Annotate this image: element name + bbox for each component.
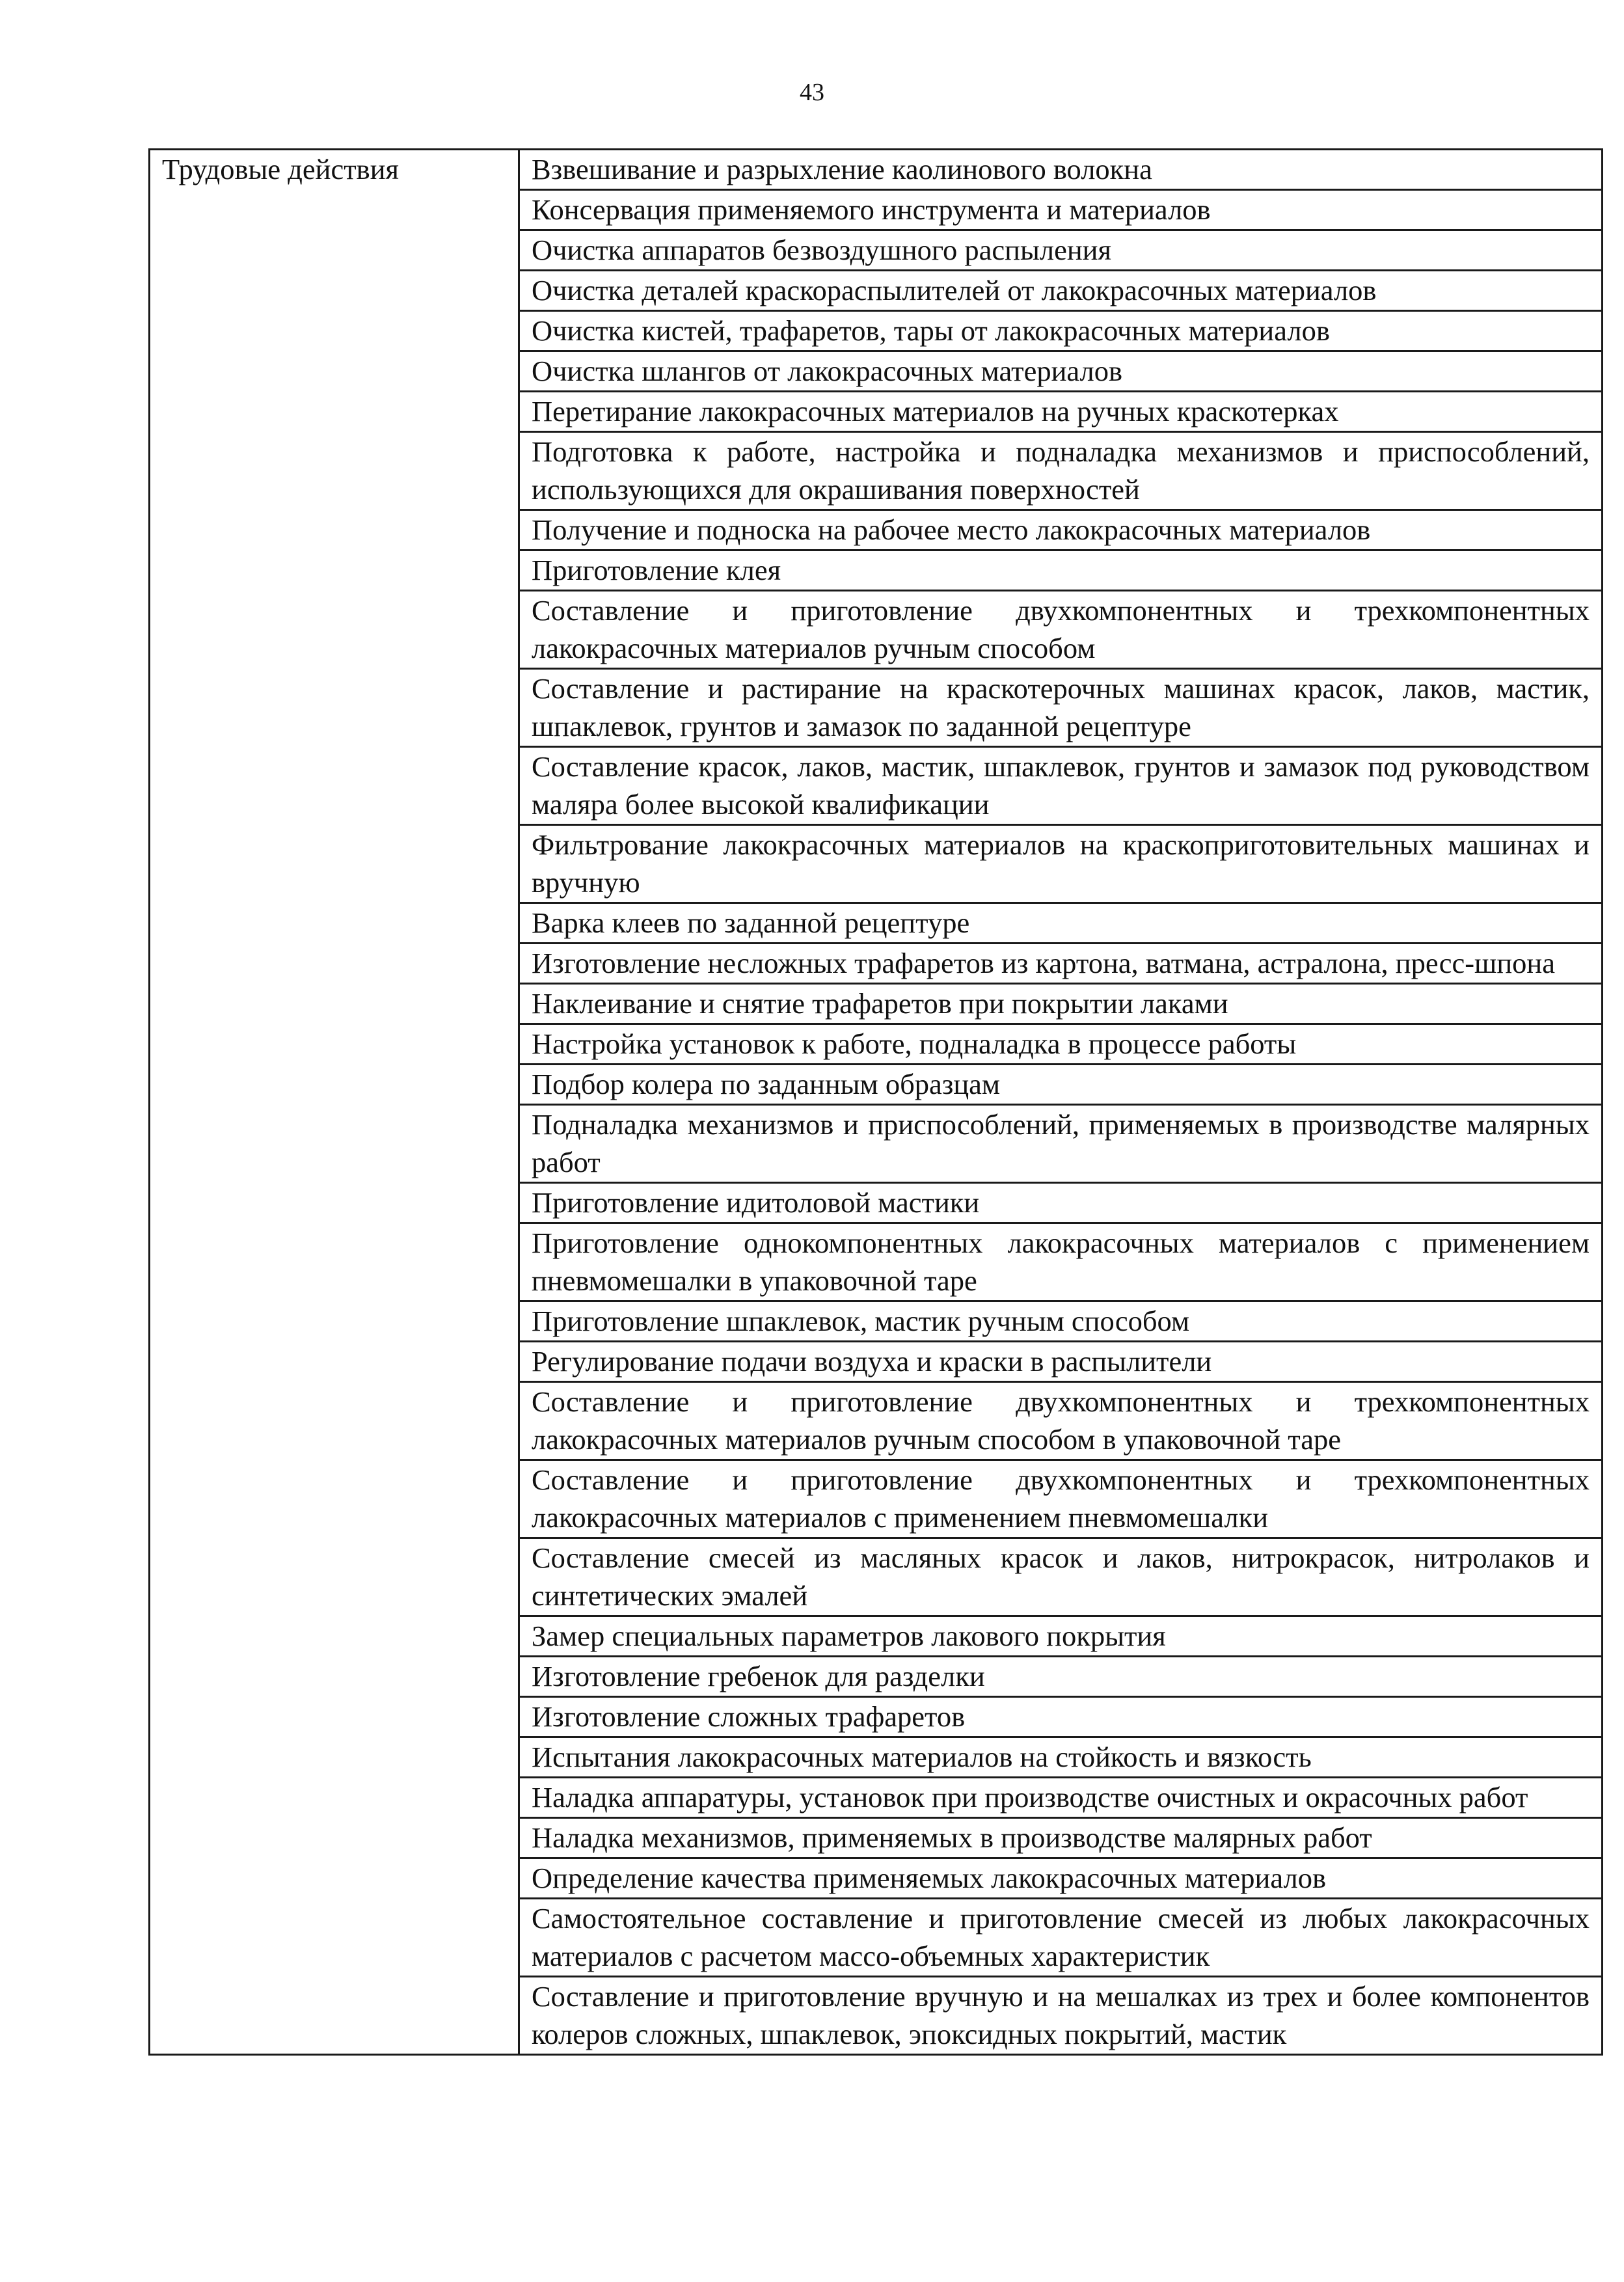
action-cell: Изготовление несложных трафаретов из картона, ватмана, астралона, пресс-шпона bbox=[519, 944, 1603, 984]
action-cell: Приготовление однокомпонентных лакокрасочных материалов с применением пневмомешалки в упаковочной таре bbox=[519, 1223, 1603, 1301]
action-cell: Составление красок, лаков, мастик, шпаклевок, грунтов и замазок под руководством маляра более высокой квалификации bbox=[519, 747, 1603, 825]
action-cell: Очистка деталей краскораспылителей от лакокрасочных материалов bbox=[519, 271, 1603, 311]
action-cell: Очистка аппаратов безвоздушного распыления bbox=[519, 230, 1603, 271]
action-cell: Подбор колера по заданным образцам bbox=[519, 1065, 1603, 1105]
table-body bbox=[150, 150, 1603, 2055]
action-cell: Регулирование подачи воздуха и краски в распылители bbox=[519, 1342, 1603, 1382]
action-cell: Составление и приготовление двухкомпонентных и трехкомпонентных лакокрасочных материалов ручным способом bbox=[519, 591, 1603, 669]
action-cell: Взвешивание и разрыхление каолинового волокна bbox=[519, 150, 1603, 190]
action-cell: Очистка шлангов от лакокрасочных материалов bbox=[519, 351, 1603, 392]
action-cell: Наладка аппаратуры, установок при производстве очистных и окрасочных работ bbox=[519, 1778, 1603, 1818]
action-cell: Перетирание лакокрасочных материалов на ручных краскотерках bbox=[519, 392, 1603, 432]
action-cell: Подналадка механизмов и приспособлений, применяемых в производстве малярных работ bbox=[519, 1105, 1603, 1183]
action-cell: Определение качества применяемых лакокрасочных материалов bbox=[519, 1858, 1603, 1899]
page-number: 43 bbox=[800, 79, 824, 106]
row-label-cell: Трудовые действия bbox=[150, 150, 519, 2055]
action-cell: Составление и растирание на краскотерочных машинах красок, лаков, мастик, шпаклевок, грунтов и замазок по заданной рецептуре bbox=[519, 669, 1603, 747]
action-cell: Наладка механизмов, применяемых в производстве малярных работ bbox=[519, 1818, 1603, 1858]
action-cell: Испытания лакокрасочных материалов на стойкость и вязкость bbox=[519, 1737, 1603, 1778]
action-cell: Составление и приготовление двухкомпонентных и трехкомпонентных лакокрасочных материалов с применением пневмомешалки bbox=[519, 1460, 1603, 1538]
action-cell: Варка клеев по заданной рецептуре bbox=[519, 903, 1603, 944]
action-cell: Консервация применяемого инструмента и материалов bbox=[519, 190, 1603, 230]
action-cell: Приготовление шпаклевок, мастик ручным способом bbox=[519, 1301, 1603, 1342]
action-cell: Составление смесей из масляных красок и лаков, нитрокрасок, нитролаков и синтетических эмалей bbox=[519, 1538, 1603, 1616]
action-cell: Самостоятельное составление и приготовление смесей из любых лакокрасочных материалов с расчетом массо-объемных характеристик bbox=[519, 1899, 1603, 1977]
action-cell: Наклеивание и снятие трафаретов при покрытии лаками bbox=[519, 984, 1603, 1024]
action-cell: Настройка установок к работе, подналадка в процессе работы bbox=[519, 1024, 1603, 1065]
action-cell: Составление и приготовление вручную и на мешалках из трех и более компонентов колеров сложных, шпаклевок, эпоксидных покрытий, мастик bbox=[519, 1977, 1603, 2055]
action-cell: Фильтрование лакокрасочных материалов на краскоприготовительных машинах и вручную bbox=[519, 825, 1603, 903]
action-cell: Замер специальных параметров лакового покрытия bbox=[519, 1616, 1603, 1657]
table-row bbox=[150, 150, 1603, 190]
action-cell: Подготовка к работе, настройка и подналадка механизмов и приспособлений, использующихся для окрашивания поверхностей bbox=[519, 432, 1603, 510]
action-cell: Изготовление гребенок для разделки bbox=[519, 1657, 1603, 1697]
action-cell: Очистка кистей, трафаретов, тары от лакокрасочных материалов bbox=[519, 311, 1603, 351]
action-cell: Получение и подноска на рабочее место лакокрасочных материалов bbox=[519, 510, 1603, 550]
labor-actions-table bbox=[148, 148, 1603, 2056]
action-cell: Изготовление сложных трафаретов bbox=[519, 1697, 1603, 1737]
action-cell: Составление и приготовление двухкомпонентных и трехкомпонентных лакокрасочных материалов ручным способом в упаковочной таре bbox=[519, 1382, 1603, 1460]
action-cell: Приготовление клея bbox=[519, 550, 1603, 591]
action-cell: Приготовление идитоловой мастики bbox=[519, 1183, 1603, 1223]
